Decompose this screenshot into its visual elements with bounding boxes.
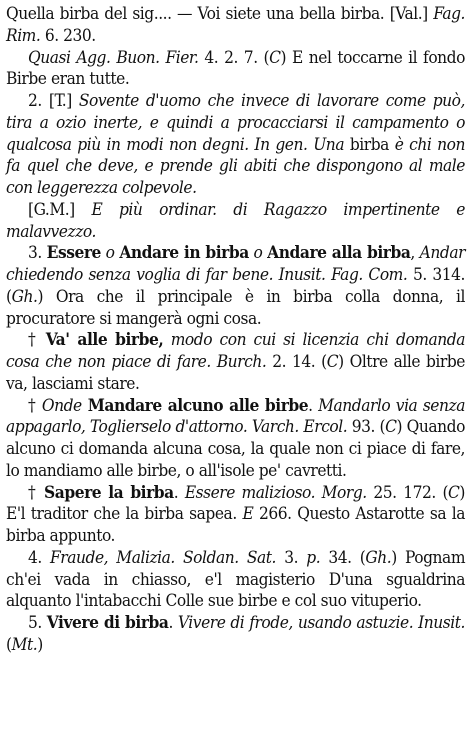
text-segment: modo con cui si licenzia chi domanda cosa che non piace di fare. Burch. xyxy=(6,330,465,372)
text-segment: Fag. Rim. xyxy=(6,4,465,46)
text-segment: . xyxy=(168,613,178,633)
entry-paragraph xyxy=(6,483,465,548)
text-segment: Sovente d'uomo che invece di lavorare come può, tira a ozio inerte, e quindi a procacciarsi il campamento o qualcosa più in modi non degni. In gen. Una xyxy=(6,91,465,155)
text-segment: Andare alla birba xyxy=(267,243,411,264)
text-segment: Sapere la birba xyxy=(44,482,174,503)
entry-paragraph xyxy=(6,396,465,483)
text-segment: 266. Questo Astarotte sa la birba appunto. xyxy=(6,504,466,546)
text-segment: [Val.] xyxy=(384,4,434,24)
text-segment: Vivere di birba xyxy=(46,613,169,633)
text-segment: C xyxy=(385,417,397,438)
text-segment: † xyxy=(28,482,45,503)
text-segment: Quasi Agg. Buon. Fier. xyxy=(28,47,199,68)
text-segment: Mandarlo via senza appagarlo, Toglierselo d'attorno. Varch. Ercol. xyxy=(6,395,465,438)
text-segment: Andare in birba xyxy=(119,243,249,264)
text-segment: 2. [T.] xyxy=(28,91,79,111)
entry-paragraph xyxy=(6,48,465,92)
text-segment: ) Ora che il principale è in birba colla donna, il procuratore si mangerà ogni cosa. xyxy=(6,286,465,329)
text-segment: Gh. xyxy=(11,286,38,307)
text-segment: ) E nel toccarne il fondo Birbe eran tutte. xyxy=(6,47,465,90)
text-segment: p. xyxy=(306,547,321,568)
text-segment: C xyxy=(269,47,281,68)
text-segment: o xyxy=(100,243,120,264)
text-segment: C xyxy=(326,352,339,372)
text-segment: 3. xyxy=(276,547,307,568)
text-segment: 5. xyxy=(28,613,47,633)
text-segment: 4. xyxy=(28,547,51,568)
text-segment: ) Pognam ch'ei vada in chiasso, e'l magisterio D'una sgualdrina alquanto l'intabacchi Colle sue birbe e col suo vituperio. xyxy=(6,547,466,612)
text-segment: ) Quando alcuno ci domanda alcuna cosa, la quale non ci piace di fare, lo mandiamo alle birbe, o all'isole pe' cavretti. xyxy=(6,417,465,481)
text-segment: , xyxy=(410,243,420,264)
text-segment: Fraude, Malizia. Soldan. Sat. xyxy=(50,547,277,568)
text-segment: [G.M.] xyxy=(28,199,92,220)
text-segment: 3. xyxy=(28,243,47,264)
text-segment: E xyxy=(242,504,254,525)
text-segment: Voi siete una bella birba. xyxy=(197,4,385,24)
text-segment: Onde xyxy=(41,395,82,416)
entry-paragraph xyxy=(6,243,465,330)
text-segment: ) Oltre alle birbe va, lasciami stare. xyxy=(6,352,465,394)
text-segment: o xyxy=(248,243,268,264)
text-segment: Essere malizioso. Morg. xyxy=(184,482,367,503)
text-segment: 4. 2. 7. ( xyxy=(198,47,270,68)
entry-body xyxy=(6,4,465,657)
text-segment: ) E'l traditor che la birba sapea. xyxy=(6,482,466,525)
text-segment: 25. 172. ( xyxy=(366,482,449,503)
text-segment: è chi non fa quel che deve, e prende gli abiti che dispongono al male con leggerezza colpevole. xyxy=(6,134,466,198)
text-segment: C xyxy=(448,482,460,503)
text-segment: Gh. xyxy=(365,547,392,568)
text-segment: ) xyxy=(37,634,43,655)
text-segment: E più ordinar. di Ragazzo impertinente e malavvezzo. xyxy=(6,199,465,242)
entry-paragraph xyxy=(6,330,465,395)
text-segment: Essere xyxy=(46,243,101,264)
text-segment: Quella birba del sig.... — xyxy=(6,4,198,24)
text-segment: † xyxy=(28,330,46,351)
text-segment: Mandare alcuno alle birbe xyxy=(81,395,309,416)
text-segment: Va' alle birbe, xyxy=(45,330,164,351)
text-segment: . xyxy=(173,482,185,503)
entry-paragraph xyxy=(6,613,465,657)
text-segment: ( xyxy=(6,634,12,655)
text-segment: birba xyxy=(344,134,395,155)
text-segment: 34. ( xyxy=(320,547,366,568)
entry-paragraph xyxy=(6,200,465,244)
text-segment: Andar chiedendo senza voglia di far bene. Inusit. Fag. Com. xyxy=(6,243,466,285)
entry-paragraph xyxy=(6,4,465,48)
text-segment: Mt. xyxy=(11,634,38,655)
entry-paragraph xyxy=(6,91,465,200)
text-segment: 2. 14. ( xyxy=(266,352,327,372)
text-segment: 93. ( xyxy=(347,417,386,438)
text-segment: . xyxy=(308,395,319,416)
text-segment: 5. 314. ( xyxy=(6,265,465,307)
text-segment: 6. 230. xyxy=(40,25,96,46)
text-segment: † xyxy=(28,395,42,416)
entry-paragraph xyxy=(6,548,465,613)
text-segment: Vivere di frode, usando astuzie. Inusit. xyxy=(177,613,465,633)
